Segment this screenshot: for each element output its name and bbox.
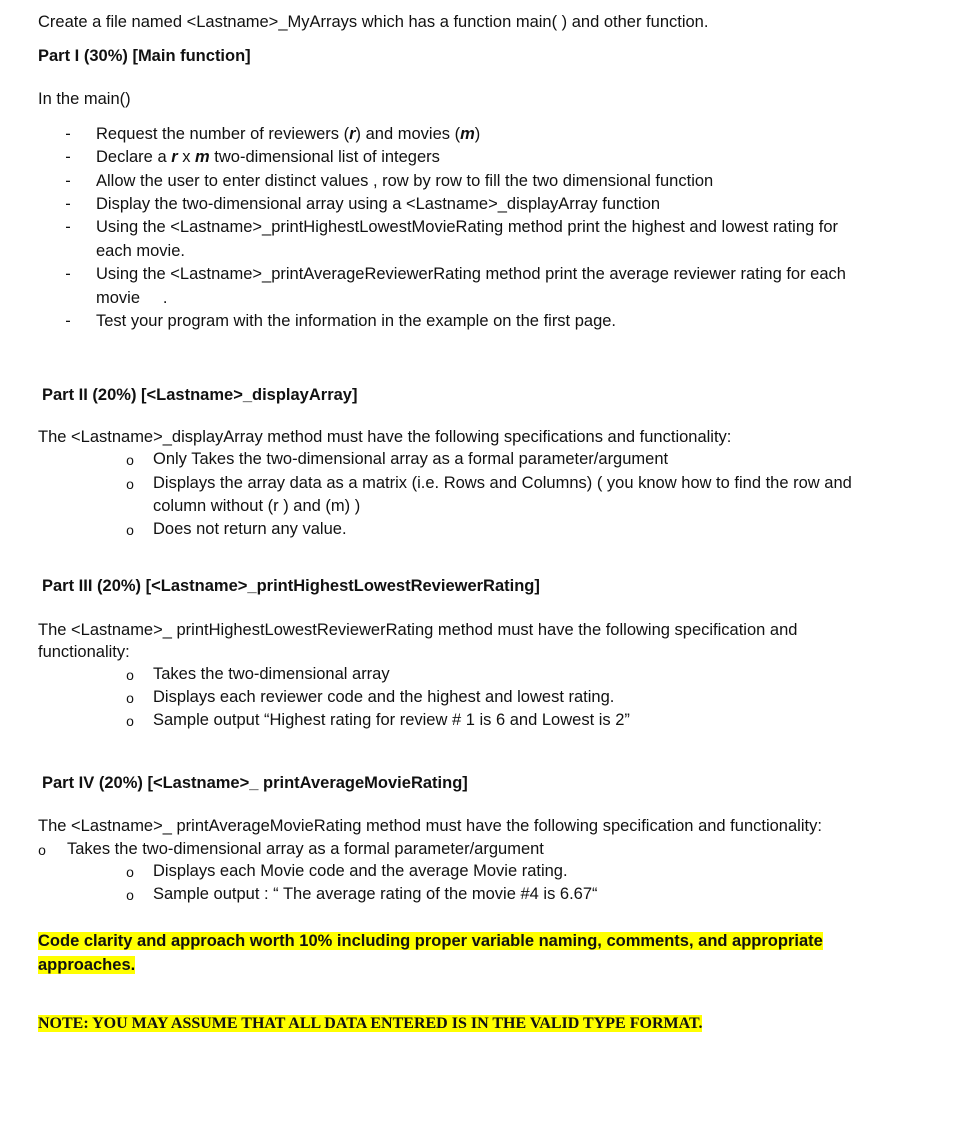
list-item-continuation: column without (r ) and (m) ) bbox=[153, 497, 361, 515]
part3-lead-continuation: functionality: bbox=[38, 643, 130, 661]
list-item: Displays the array data as a matrix (i.e. Rows and Columns) ( you know how to find the row and bbox=[153, 474, 852, 492]
bullet-dash: - bbox=[65, 172, 71, 190]
list-item: Takes the two-dimensional array as a formal parameter/argument bbox=[67, 840, 544, 858]
bullet-dash: - bbox=[65, 312, 71, 330]
list-item: Using the <Lastname>_printAverageReviewerRating method print the average reviewer rating for each bbox=[96, 265, 846, 283]
code-clarity-note-continuation: approaches. bbox=[38, 956, 136, 974]
part1-heading: Part I (30%) [Main function] bbox=[38, 47, 251, 65]
part3-lead: The <Lastname>_ printHighestLowestReviewerRating method must have the following specification and bbox=[38, 621, 798, 639]
final-note: NOTE: YOU MAY ASSUME THAT ALL DATA ENTERED IS IN THE VALID TYPE FORMAT. bbox=[38, 1015, 703, 1032]
bullet-circle: o bbox=[38, 842, 46, 858]
part3-heading: Part III (20%) [<Lastname>_printHighestLowestReviewerRating] bbox=[42, 577, 540, 595]
list-item: Test your program with the information in the example on the first page. bbox=[96, 312, 617, 330]
list-item: Sample output “Highest rating for review # 1 is 6 and Lowest is 2” bbox=[153, 711, 630, 729]
bullet-circle: o bbox=[126, 864, 134, 880]
part4-heading: Part IV (20%) [<Lastname>_ printAverageMovieRating] bbox=[42, 774, 468, 792]
list-item-continuation: each movie. bbox=[96, 242, 185, 260]
bullet-dash: - bbox=[65, 265, 71, 283]
bullet-circle: o bbox=[126, 452, 134, 468]
list-item: Using the <Lastname>_printHighestLowestMovieRating method print the highest and lowest rating for bbox=[96, 218, 839, 236]
bullet-dash: - bbox=[65, 195, 71, 213]
list-item: Displays each reviewer code and the highest and lowest rating. bbox=[153, 688, 615, 706]
code-clarity-note: Code clarity and approach worth 10% including proper variable naming, comments, and appropriate bbox=[38, 932, 823, 950]
bullet-circle: o bbox=[126, 887, 134, 903]
bullet-dash: - bbox=[65, 125, 71, 143]
list-item: Sample output : “ The average rating of the movie #4 is 6.67“ bbox=[153, 885, 598, 903]
list-item: Declare a r x m two-dimensional list of integers bbox=[96, 148, 440, 166]
bullet-circle: o bbox=[126, 690, 134, 706]
part1-lead: In the main() bbox=[38, 90, 131, 108]
list-item: Only Takes the two-dimensional array as a formal parameter/argument bbox=[153, 450, 669, 468]
bullet-circle: o bbox=[126, 667, 134, 683]
bullet-dash: - bbox=[65, 148, 71, 166]
part2-heading: Part II (20%) [<Lastname>_displayArray] bbox=[42, 386, 358, 404]
bullet-dash: - bbox=[65, 218, 71, 236]
bullet-circle: o bbox=[126, 522, 134, 538]
list-item: Display the two-dimensional array using a <Lastname>_displayArray function bbox=[96, 195, 661, 213]
bullet-circle: o bbox=[126, 476, 134, 492]
intro-text: Create a file named <Lastname>_MyArrays which has a function main( ) and other function. bbox=[38, 13, 709, 31]
list-item: Allow the user to enter distinct values , row by row to fill the two dimensional function bbox=[96, 172, 714, 190]
list-item: Request the number of reviewers (r) and movies (m) bbox=[96, 125, 481, 143]
list-item-continuation: movie . bbox=[96, 289, 168, 307]
list-item: Displays each Movie code and the average Movie rating. bbox=[153, 862, 568, 880]
part4-lead: The <Lastname>_ printAverageMovieRating method must have the following specification and functionality: bbox=[38, 817, 822, 835]
list-item: Takes the two-dimensional array bbox=[153, 665, 390, 683]
list-item: Does not return any value. bbox=[153, 520, 347, 538]
bullet-circle: o bbox=[126, 713, 134, 729]
part2-lead: The <Lastname>_displayArray method must have the following specifications and functionality: bbox=[38, 428, 732, 446]
